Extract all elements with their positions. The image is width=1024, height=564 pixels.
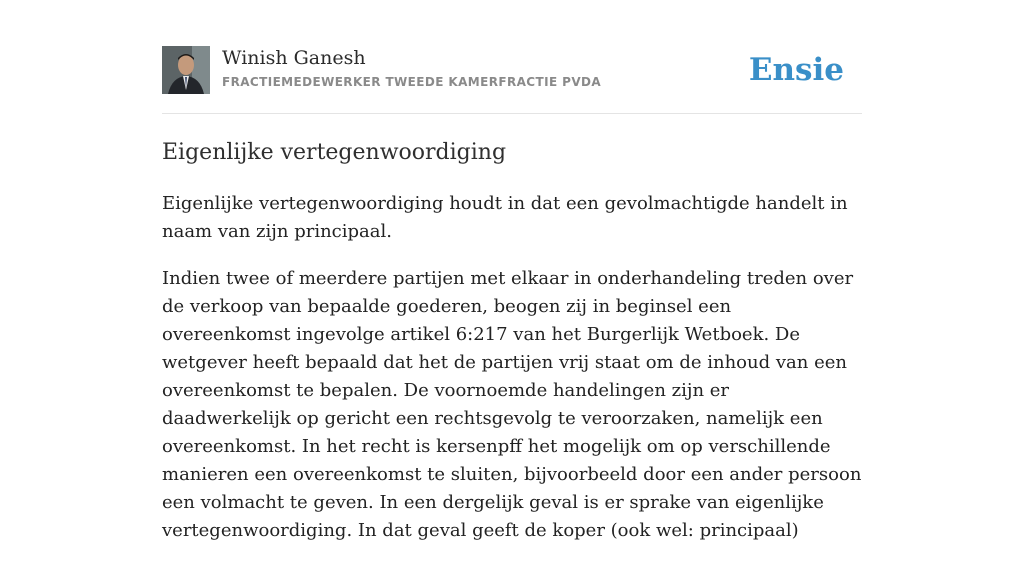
author-header bbox=[162, 46, 862, 96]
article-body bbox=[162, 190, 862, 564]
author-name[interactable]: Winish Ganesh bbox=[222, 47, 366, 69]
article-paragraph: Indien twee of meerdere partijen met elkaar in onderhandeling treden over de verkoop van bepaalde goederen, beogen zij in beginsel een overeenkomst ingevolge artikel 6:217 van het Burgerlijk Wetboek. De wetgever heeft bepaald dat het de partijen vrij staat om de inhoud van een overeenkomst te bepalen. De voornoemde handelingen zijn er daadwerkelijk op gericht een rechtsgevolg te veroorzaken, namelijk een overeenkomst. In het recht is kersenpff het mogelijk om op verschillende manieren een overeenkomst te sluiten, bijvoorbeeld door een ander persoon een volmacht te geven. In een dergelijk geval is er sprake van eigenlijke vertegenwoordiging. In dat geval geeft de koper (ook wel: principaal) bbox=[162, 268, 862, 541]
article-title: Eigenlijke vertegenwoordiging bbox=[162, 140, 507, 165]
article-paragraph: Eigenlijke vertegenwoordiging houdt in dat een gevolmachtigde handelt in naam van zijn principaal. bbox=[162, 193, 848, 242]
author-role: FRACTIEMEDEWERKER TWEEDE KAMERFRACTIE PVDA bbox=[222, 75, 602, 89]
author-avatar[interactable] bbox=[162, 46, 210, 94]
user-photo-icon bbox=[162, 46, 210, 94]
ensie-logo[interactable]: Ensie bbox=[748, 52, 844, 88]
header-divider bbox=[162, 113, 862, 114]
